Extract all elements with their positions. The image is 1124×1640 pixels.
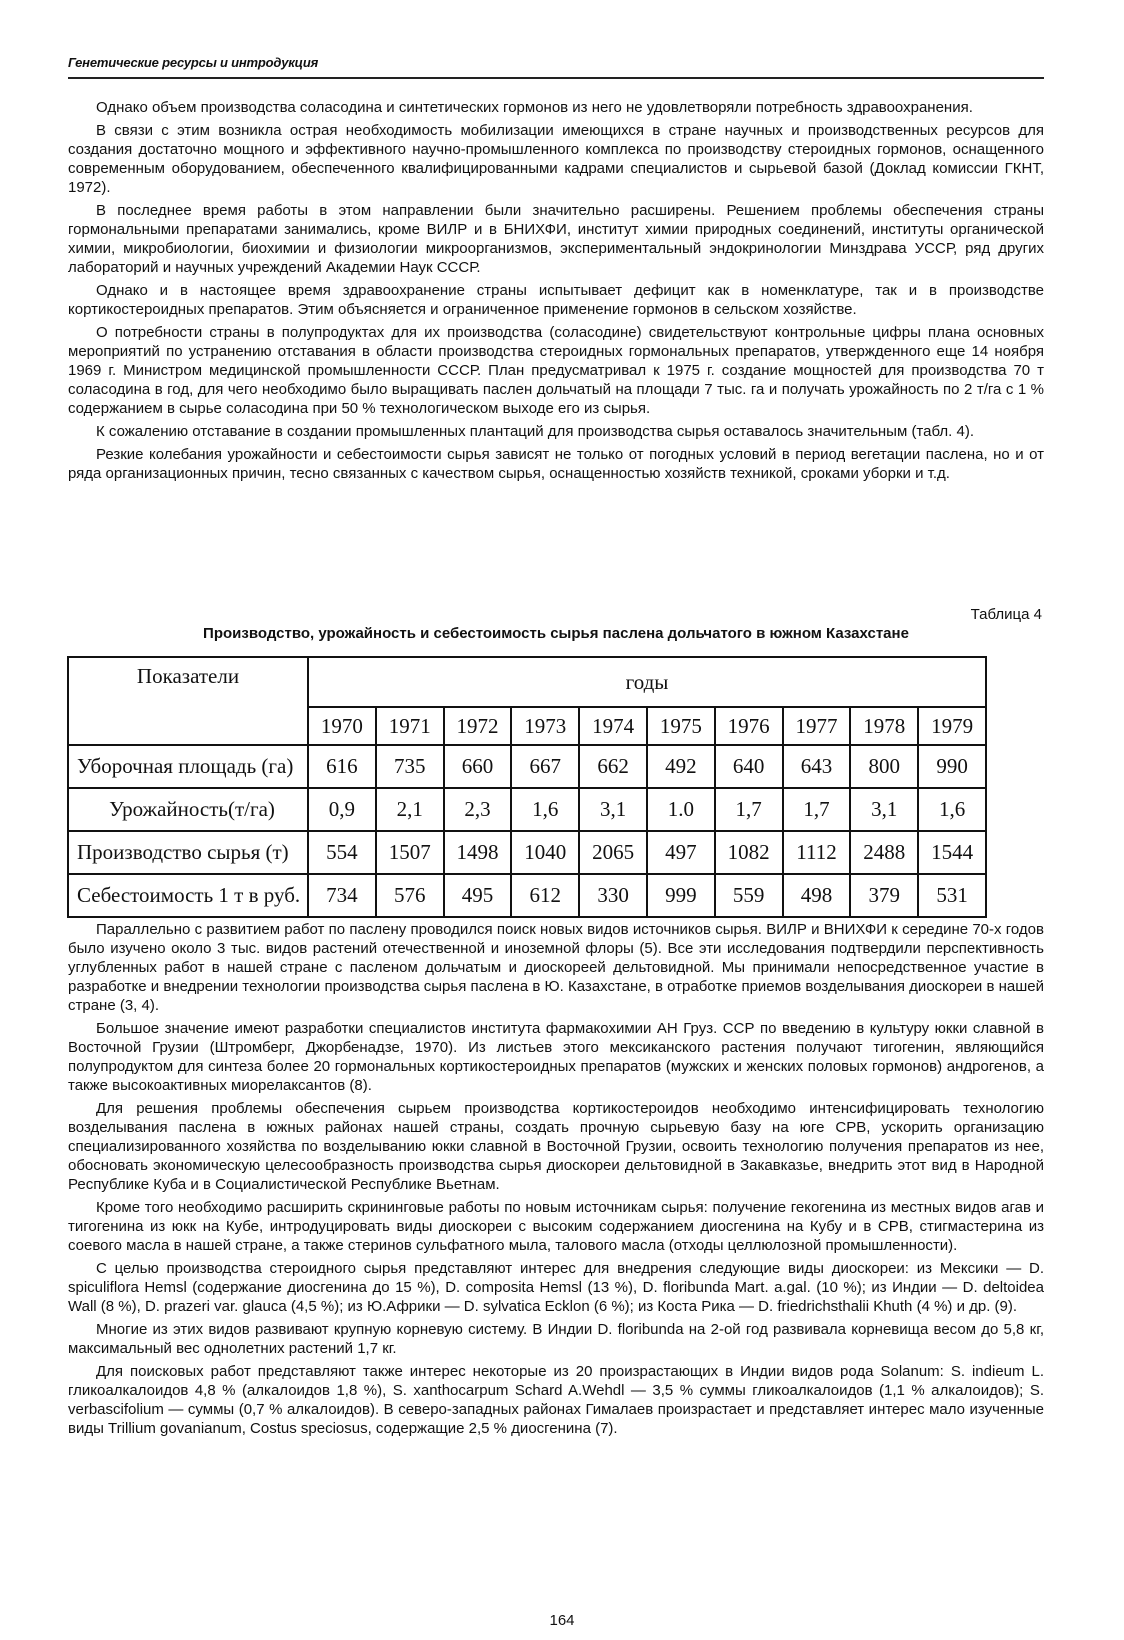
row-label: Себестоимость 1 т в руб.: [68, 874, 308, 917]
table-cell: 497: [647, 831, 715, 874]
table-cell: 999: [647, 874, 715, 917]
table-cell: 1040: [511, 831, 579, 874]
header-rule: [68, 77, 1044, 79]
table-cell: 559: [715, 874, 783, 917]
table-cell: 0,9: [308, 788, 376, 831]
table-cell: 1507: [376, 831, 444, 874]
paragraph: К сожалению отставание в создании промышленных плантаций для производства сырья оставалось значительным (табл. 4).: [96, 423, 974, 440]
table-cell: 660: [444, 745, 512, 788]
table-cell: 1498: [444, 831, 512, 874]
table-cell: 2488: [850, 831, 918, 874]
table-cell: 616: [308, 745, 376, 788]
year-cell: 1977: [783, 707, 851, 745]
table-cell: 662: [579, 745, 647, 788]
table-cell: 1544: [918, 831, 986, 874]
table-label: Таблица 4: [970, 606, 1042, 623]
table-cell: 1,7: [715, 788, 783, 831]
table-row: [68, 831, 986, 874]
table-cell: 990: [918, 745, 986, 788]
table-cell: 3,1: [579, 788, 647, 831]
table-cell: 576: [376, 874, 444, 917]
table-cell: 1112: [783, 831, 851, 874]
paragraph: Параллельно с развитием работ по паслену проводился поиск новых видов источников сырья. ВИЛР и ВНИХФИ к середине 70-х годов было изучено около 3 тыс. видов растений отечественной и иноземной флоры (5). Все эти исследования подтвердили перспективность углубленных работ в нашей стране с пасленом дольчатым и диоскореей дельтовидной. Мы принимали непосредственное участие в разработке и внедрении технологии производства сырья паслена в Ю. Казахстане, в отработке приемов возделывания диоскореи в нашей стране (3, 4).: [68, 921, 1044, 1014]
paragraph: Многие из этих видов развивают крупную корневую систему. В Индии D. floribunda на 2-ой год развивала корневища весом до 5,8 кг, максимальный вес однолетних растений 1,7 кг.: [68, 1321, 1044, 1357]
paragraph: В связи с этим возникла острая необходимость мобилизации имеющихся в стране научных и производственных ресурсов для создания достаточно мощного и эффективного научно-промышленного комплекса по производству стероидных гормонов, оснащенного современным оборудованием, обеспеченного квалифицированными кадрами специалистов и сырьевой базой (Доклад комиссии ГКНТ, 1972).: [68, 122, 1044, 196]
year-cell: 1979: [918, 707, 986, 745]
table-cell: 2,1: [376, 788, 444, 831]
table-cell: 2,3: [444, 788, 512, 831]
paragraph: Резкие колебания урожайности и себестоимости сырья зависят не только от погодных условий в период вегетации паслена, но и от ряда организационных причин, тесно связанных с качеством сырья, оснащенностью хозяйств техникой, сроками уборки и т.д.: [68, 446, 1044, 482]
year-cell: 1973: [511, 707, 579, 745]
table-cell: 495: [444, 874, 512, 917]
paragraph: Для решения проблемы обеспечения сырьем производства кортикостероидов необходимо интенсифицировать технологию возделывания паслена в южных районах нашей страны, создать прочную сырьевую базу на юге СРВ, ускорить организацию специализированного хозяйства по возделыванию юкки славной в Восточной Грузии, освоить технологию получения препаратов из нее, обосновать экономическую целесообразность производства сырья диоскореи дельтовидной в Закавказье, внедрить этот вид в Народной Республике Куба и в Социалистической Республике Вьетнам.: [68, 1100, 1044, 1193]
year-cell: 1972: [444, 707, 512, 745]
table-cell: 1082: [715, 831, 783, 874]
table-cell: 1.0: [647, 788, 715, 831]
table-header-row: [68, 657, 986, 707]
table-cell: 2065: [579, 831, 647, 874]
paragraph: Для поисковых работ представляют также интерес некоторые из 20 произрастающих в Индии видов рода Solanum: S. indieum L. гликоалкалоидов 4,8 % (алкалоидов 1,8 %), S. xanthocarpum Schard A.Wehdl — 3,5 % суммы гликоалкалоидов (1,1 % алкалоидов); S. verbascifolium — суммы (0,7 % алкалоидов). В северо-западных районах Гималаев произрастает и представляет интерес мало изученные виды Trillium govanianum, Costus speciosus, содержащие 2,5 % диосгенина (7).: [68, 1363, 1044, 1437]
table-cell: 800: [850, 745, 918, 788]
paragraph: Большое значение имеют разработки специалистов института фармакохимии АН Груз. ССР по введению в культуру юкки славной в Восточной Грузии (Штромберг, Джорбенадзе, 1970). Из листьев этого мексиканского растения получают тигогенин, являющийся полупродуктом для синтеза более 20 гормональных кортикостероидных препаратов (мужских и женских половых гормонов) андрогенов, а также высокоактивных миорелаксантов (8).: [68, 1020, 1044, 1094]
page-number: 164: [549, 1612, 575, 1629]
year-cell: 1971: [376, 707, 444, 745]
table-cell: 492: [647, 745, 715, 788]
year-cell: 1974: [579, 707, 647, 745]
running-header: Генетические ресурсы и интродукция: [68, 55, 319, 70]
paragraph: Кроме того необходимо расширить скрининговые работы по новым источникам сырья: получение гекогенина из местных видов агав и тигогенина из юкк на Кубе, интродуцировать виды диоскореи с высоким содержанием диосгенина на Кубу и в СРВ, стигмастерина из соевого масла в нашей стране, а также стеринов сульфатного мыла, талового масла (отходы целлюлозной промышленности).: [68, 1199, 1044, 1254]
year-cell: 1975: [647, 707, 715, 745]
row-label: Производство сырья (т): [68, 831, 308, 874]
table-cell: 1,7: [783, 788, 851, 831]
table-cell: 643: [783, 745, 851, 788]
table-cell: 531: [918, 874, 986, 917]
year-cell: 1978: [850, 707, 918, 745]
table-cell: 640: [715, 745, 783, 788]
paragraph: Однако объем производства соласодина и синтетических гормонов из него не удовлетворяли потребность здравоохранения.: [96, 99, 973, 116]
table-cell: 379: [850, 874, 918, 917]
table-cell: 1,6: [511, 788, 579, 831]
table-cell: 498: [783, 874, 851, 917]
data-table: [67, 656, 987, 918]
year-cell: 1970: [308, 707, 376, 745]
year-cell: 1976: [715, 707, 783, 745]
paragraph: О потребности страны в полупродуктах для их производства (соласодине) свидетельствуют контрольные цифры плана основных мероприятий по устранению отставания в области производства стероидных гормональных препаратов, утвержденного еще 14 ноября 1969 г. Министром медицинской промышленности СССР. План предусматривал к 1975 г. создание мощностей для производства 70 т соласодина в год, для чего необходимо было выращивать паслен дольчатый на площади 7 тыс. га и получать урожайность по 2 т/га с 1 % содержанием в сырье соласодина при 50 % технологическом выходе его из сырья.: [68, 324, 1044, 417]
paragraph: В последнее время работы в этом направлении были значительно расширены. Решением проблемы обеспечения страны гормональными препаратами занимались, кроме ВИЛР и в БНИХФИ, институт химии природных соединений, институты органической химии, микробиологии, биохимии и физиологии микроорганизмов, экспериментальный эндокринологии Минздрава УССР, ряд других лабораторий и научных учреждений Академии Наук СССР.: [68, 202, 1044, 276]
text-block-bottom: [68, 920, 1044, 1442]
table-cell: 1,6: [918, 788, 986, 831]
table-title: Производство, урожайность и себестоимость сырья паслена дольчатого в южном Казахстане: [203, 625, 909, 642]
header-indicators: Показатели: [68, 657, 308, 745]
table-row: [68, 745, 986, 788]
text-block-top: [68, 98, 1044, 487]
table-cell: 735: [376, 745, 444, 788]
header-years: годы: [308, 657, 986, 707]
row-label: Урожайность(т/га): [68, 788, 308, 831]
paragraph: С целью производства стероидного сырья представляют интерес для внедрения следующие виды диоскореи: из Мексики — D. spiculiflora Hemsl (содержание диосгенина до 15 %), D. composita Hemsl (13 %), D. floribunda Mart. a.gal. (10 %); из Индии — D. deltoidea Wall (8 %), D. prazeri var. glauca (4,5 %); из Ю.Африки — D. sylvatica Ecklon (6 %); из Коста Рика — D. friedrichsthalii Khuth (4 %) и др. (9).: [68, 1260, 1044, 1315]
table-cell: 554: [308, 831, 376, 874]
table-cell: 330: [579, 874, 647, 917]
table-cell: 3,1: [850, 788, 918, 831]
table-cell: 667: [511, 745, 579, 788]
table-cell: 612: [511, 874, 579, 917]
table-row: [68, 788, 986, 831]
row-label: Уборочная площадь (га): [68, 745, 308, 788]
table-row: [68, 874, 986, 917]
paragraph: Однако и в настоящее время здравоохранение страны испытывает дефицит как в номенклатуре, так и в производстве кортикостероидных препаратов. Этим объясняется и ограниченное применение гормонов в сельском хозяйстве.: [68, 282, 1044, 318]
table-cell: 734: [308, 874, 376, 917]
